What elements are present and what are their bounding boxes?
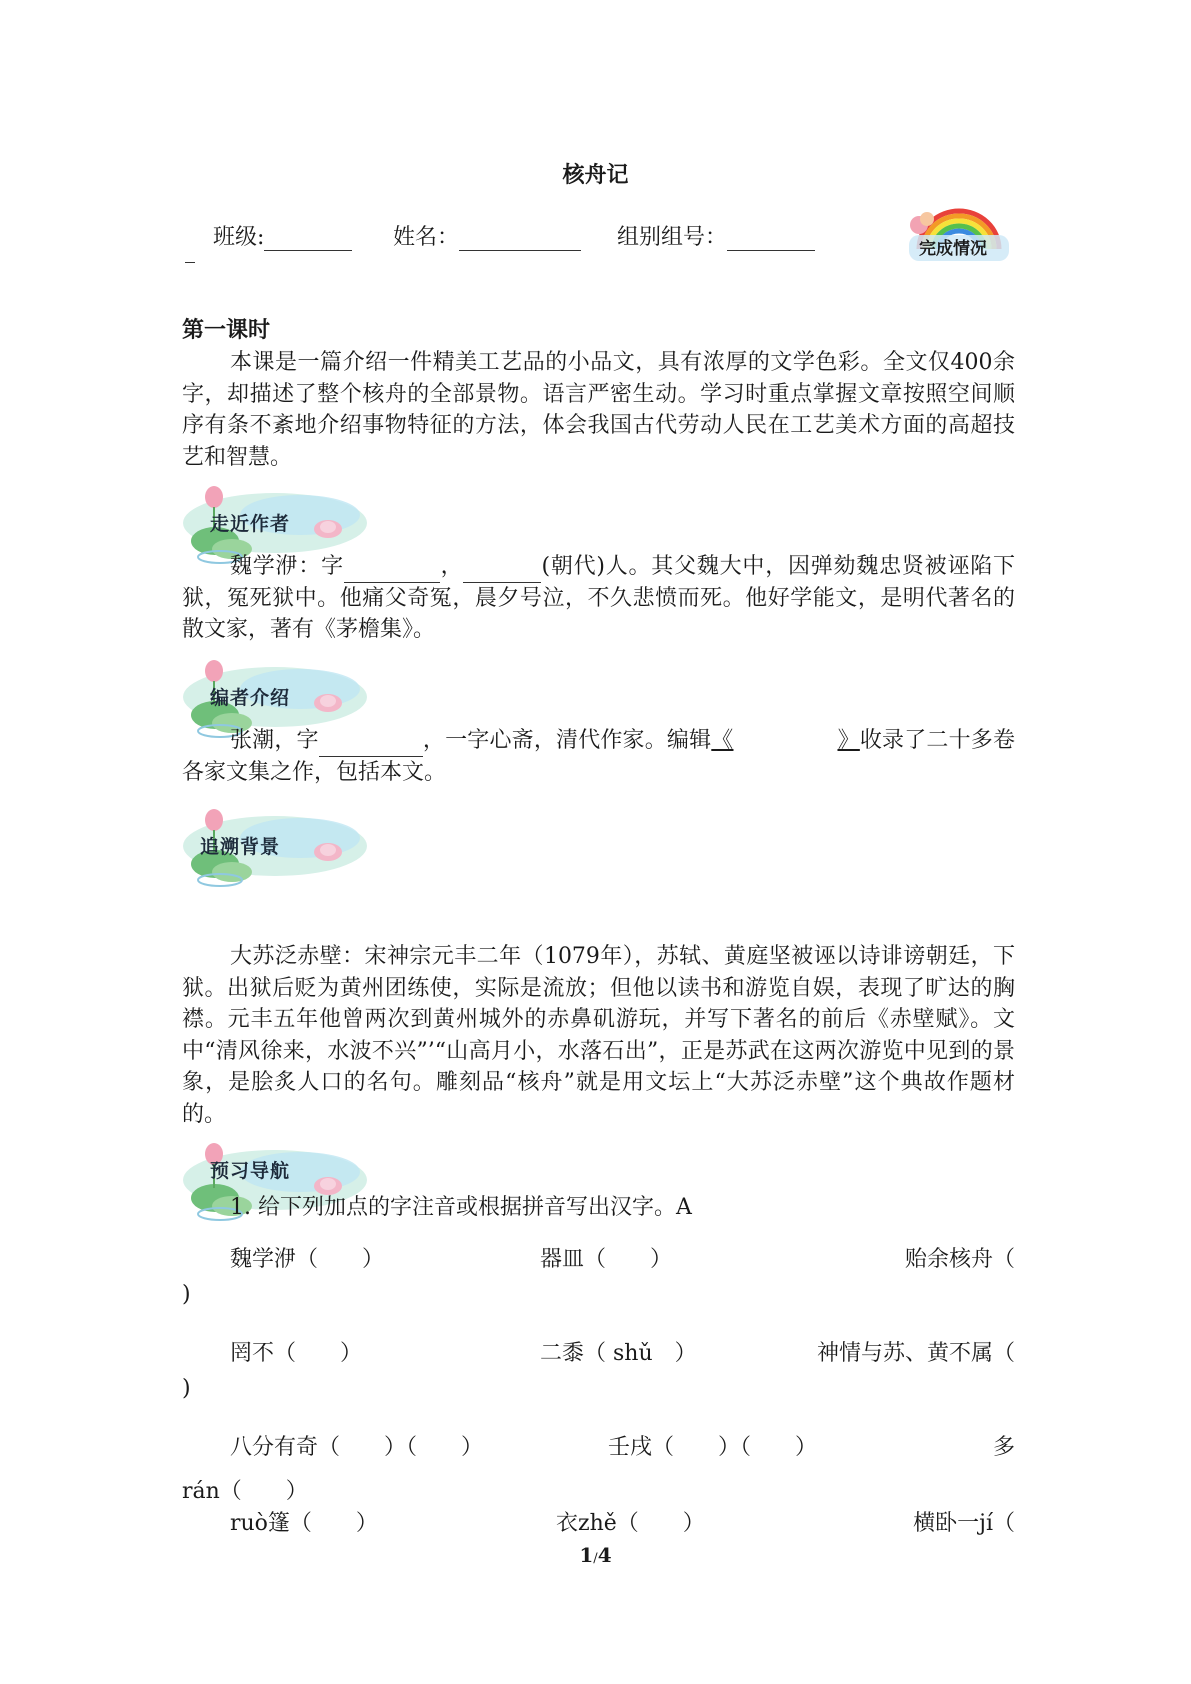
name-label: 姓名： — [393, 225, 460, 250]
badge-label: 完成情况 — [919, 239, 987, 259]
question-1: 1. 给下列加点的字注音或根据拼音写出汉字。A — [230, 1195, 692, 1220]
item-wei-xue-yi[interactable]: 魏学洢（ ） — [230, 1247, 385, 1272]
name-field — [393, 220, 581, 251]
page-separator: / — [593, 1551, 598, 1566]
class-label: 班级: — [213, 225, 265, 250]
editor-text-1: 张潮，字 — [230, 728, 319, 753]
group-field — [617, 220, 815, 251]
item-wang-bu[interactable]: 罔不（ ） — [230, 1341, 363, 1366]
page-number — [0, 1543, 1191, 1567]
author-paragraph — [182, 551, 1015, 646]
editor-paragraph — [182, 725, 1015, 788]
group-label: 组别组号： — [617, 225, 728, 250]
item-bu-zhu[interactable]: 神情与苏、黄不属（ — [816, 1341, 1015, 1366]
item-ruo-peng[interactable]: ruò篷（ ） — [230, 1511, 378, 1536]
author-text-2: ， — [439, 554, 464, 579]
item-ren-xu[interactable]: 壬戌（ ）（ ） — [608, 1435, 818, 1460]
intro-paragraph: 本课是一篇介绍一件精美工艺品的小品文，具有浓厚的文学色彩。全文仅400余字，却描述了整个核舟的全部景物。语言严密生动。学习时重点掌握文章按照空间顺序有条不紊地介绍事物特征的方法，体会我国古代劳动人民在工艺美术方面的高超技艺和智慧。 — [182, 350, 1015, 470]
pinyin-row-1-wrap: ) — [182, 1282, 191, 1307]
item-duo[interactable]: 多 — [992, 1435, 1015, 1460]
item-yi-yu-he-zhou[interactable]: 贻余核舟（ — [904, 1247, 1015, 1272]
lesson-heading: 第一课时 — [182, 317, 271, 343]
item-ba-fen-you-ji[interactable]: 八分有奇（ ）（ ） — [230, 1435, 484, 1460]
editor-book-title: 《 》 — [711, 728, 860, 753]
item-er-shu[interactable]: 二黍（ shǔ ） — [540, 1341, 697, 1366]
document-title: 核舟记 — [562, 162, 629, 188]
divider — [185, 262, 195, 263]
item-heng-wo-yi-ji[interactable]: 横卧一jí（ — [913, 1511, 1015, 1536]
author-text-1: 魏学洢：字 — [230, 554, 344, 579]
editor-text-3: 收录了二十多卷各家文集之作，包括本文。 — [182, 728, 1015, 785]
author-dynasty-blank[interactable] — [463, 562, 541, 583]
group-blank[interactable] — [727, 228, 815, 251]
completion-badge — [905, 205, 1013, 277]
banner-preview-label: 预习导航 — [210, 1160, 291, 1182]
author-style-name-blank[interactable] — [344, 562, 440, 583]
banner-editor-label: 编者介绍 — [210, 687, 291, 709]
pinyin-row-3-wrap[interactable]: rán（ ） — [182, 1479, 308, 1504]
banner-background-label: 追溯背景 — [200, 836, 281, 858]
banner-background — [180, 806, 370, 892]
author-text-3: (朝代)人。其父魏大中，因弹劾魏忠贤被诬陷下狱，冤死狱中。他痛父奇冤，晨夕号泣，不久悲愤而死。他好学能文，是明代著名的散文家，著有《茅檐集》。 — [182, 554, 1015, 642]
item-yi-zhe[interactable]: 衣zhě（ ） — [556, 1511, 705, 1536]
editor-style-name-blank[interactable] — [319, 736, 423, 757]
page-total: 4 — [597, 1543, 612, 1567]
class-field — [213, 220, 352, 251]
page-current: 1 — [579, 1543, 594, 1567]
class-blank[interactable] — [264, 228, 352, 251]
pinyin-row-2-wrap: ) — [182, 1376, 191, 1401]
background-paragraph: 大苏泛赤壁：宋神宗元丰二年（1079年），苏轼、黄庭坚被诬以诗诽谤朝廷，下狱。出狱后贬为黄州团练使，实际是流放；但他以读书和游览自娱，表现了旷达的胸襟。元丰五年他曾两次到黄州城外的赤鼻矶游玩，并写下著名的前后《赤壁赋》。文中“清风徐来，水波不兴”’“山高月小，水落石出”，正是苏武在这两次游览中见到的景象，是脍炙人口的名句。雕刻品“核舟”就是用文坛上“大苏泛赤壁”这个典故作题材的。 — [182, 944, 1015, 1127]
banner-author-label: 走近作者 — [210, 513, 291, 535]
editor-text-2: ，一字心斋，清代作家。编辑 — [422, 728, 712, 753]
name-blank[interactable] — [459, 228, 581, 251]
item-qi-min[interactable]: 器皿（ ） — [540, 1247, 673, 1272]
